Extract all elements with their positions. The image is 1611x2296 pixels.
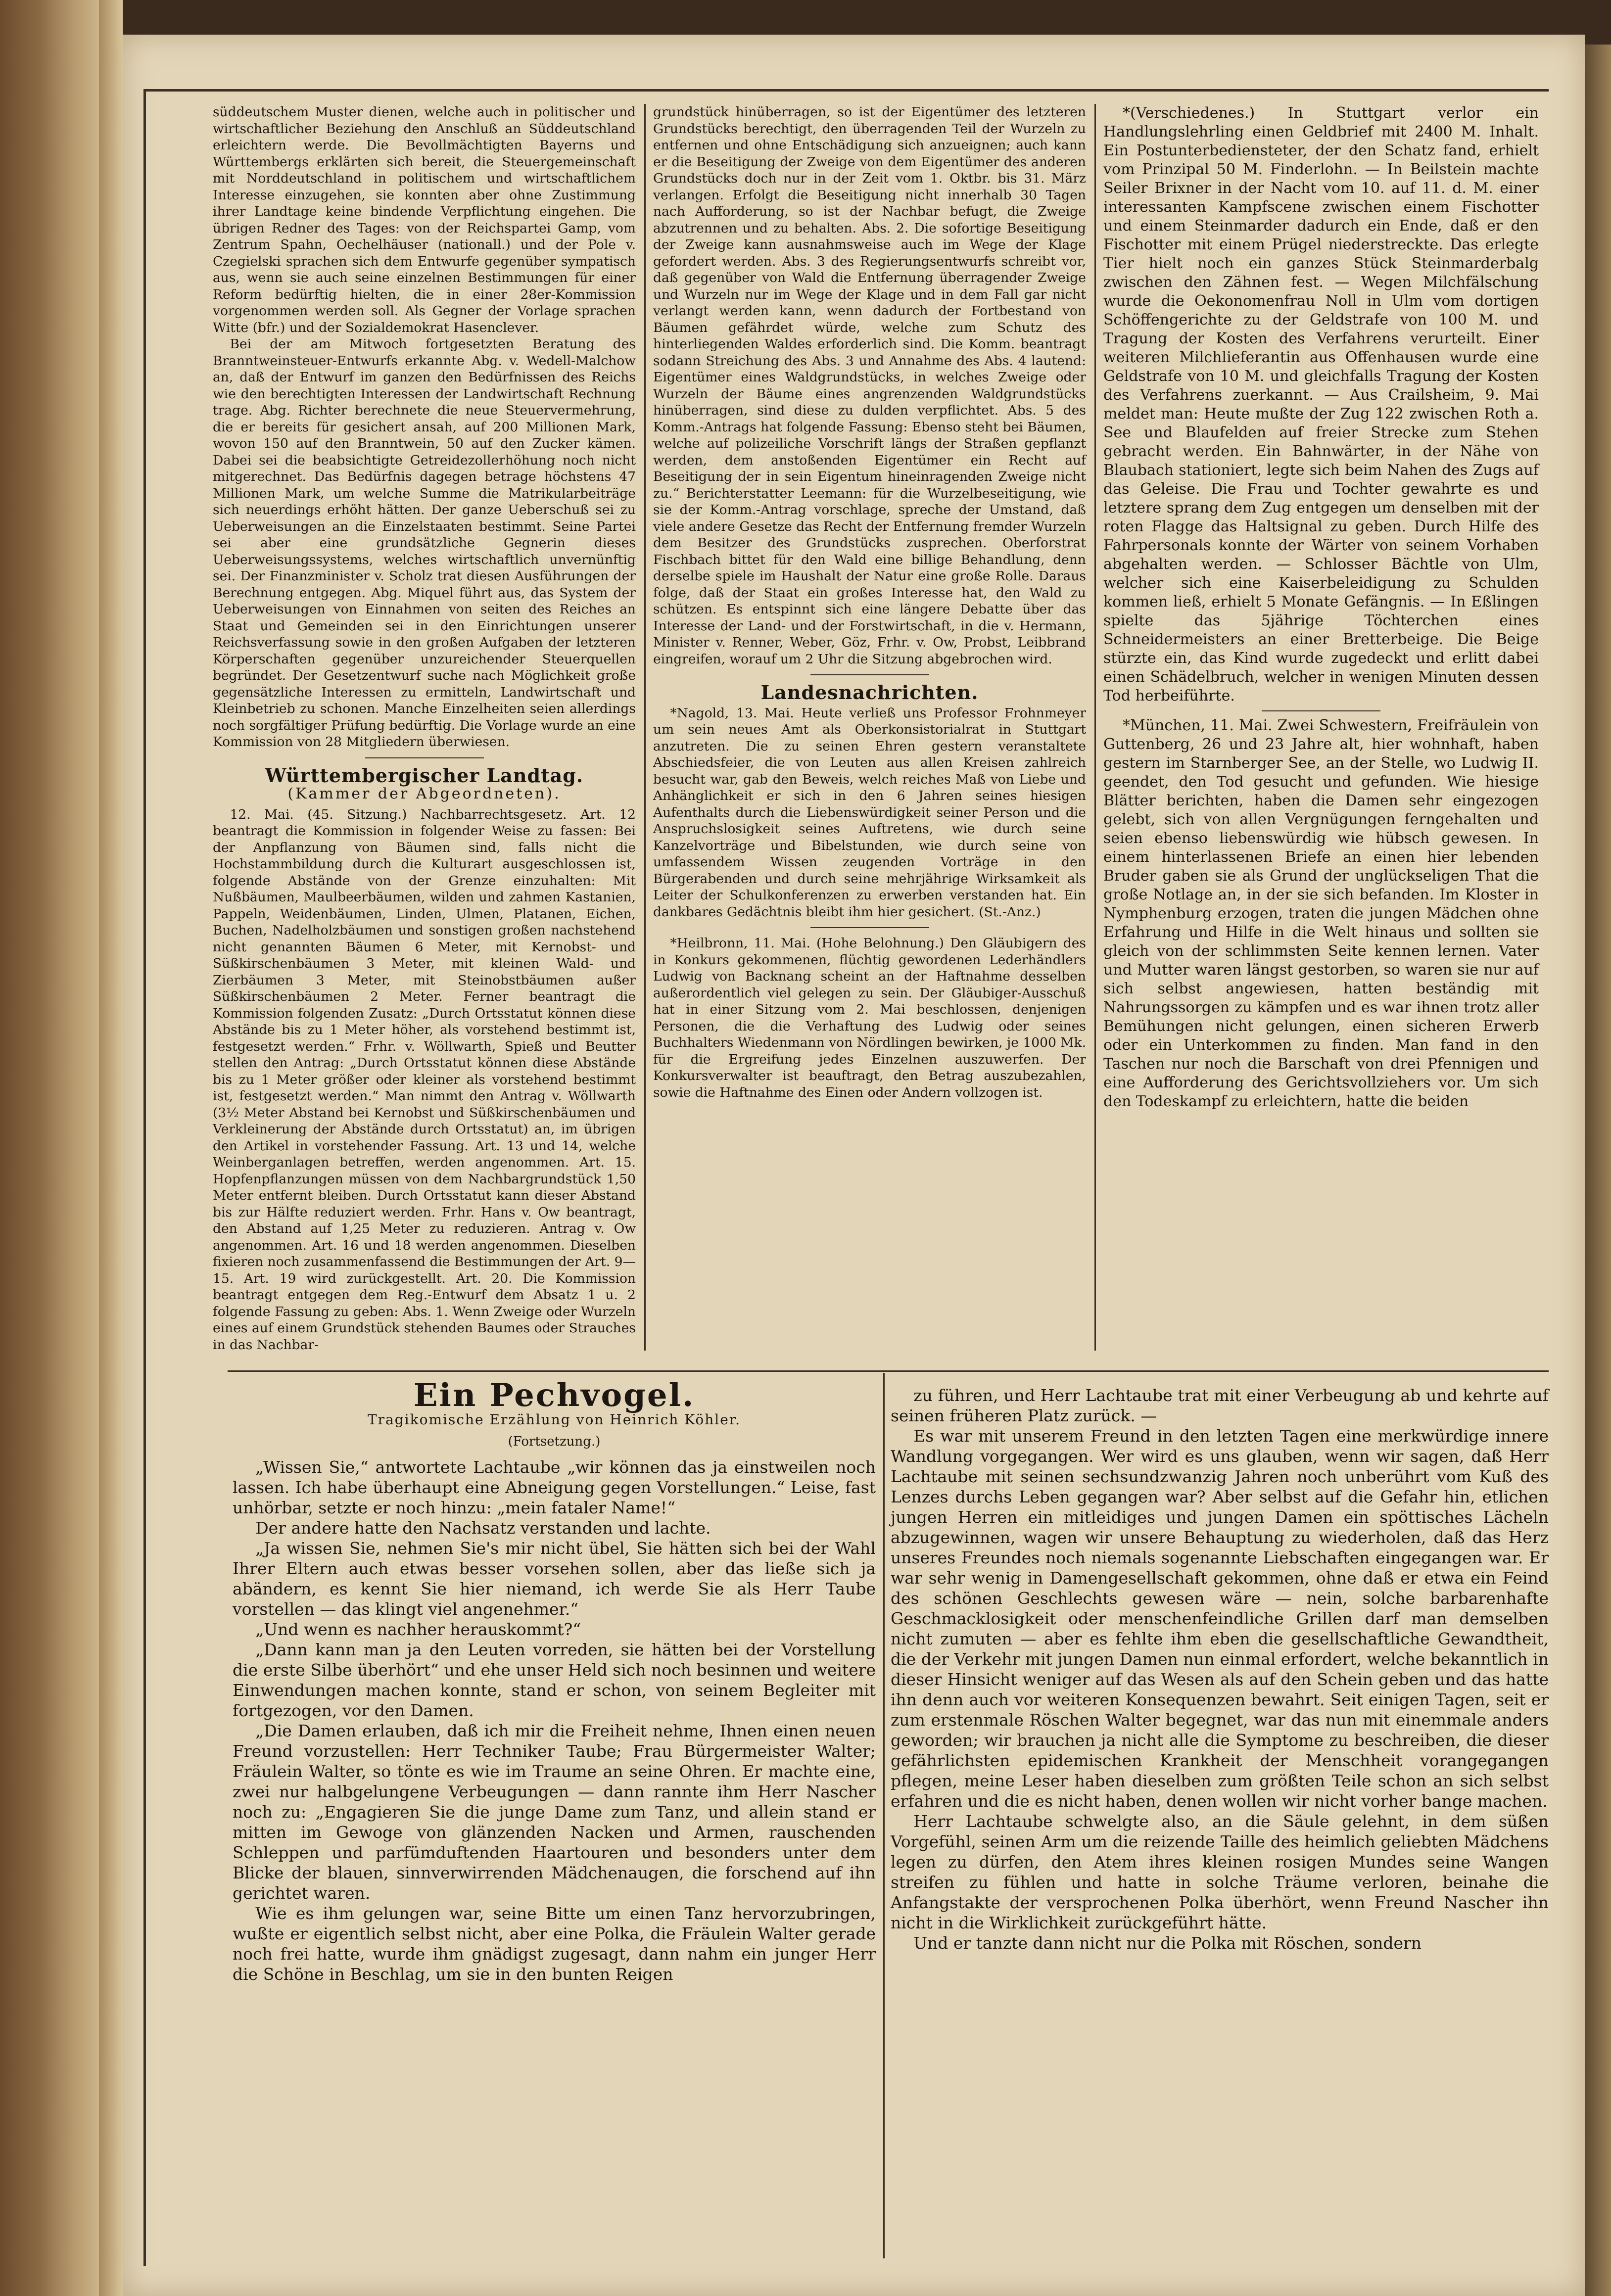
landtag-title: Württembergischer Landtag. (265, 764, 584, 787)
column-politics (213, 104, 636, 1353)
landesnachrichten-title: Landesnachrichten. (760, 681, 979, 703)
landtag-report: 12. Mai. (45. Sitzung.) Nachbarrechtsgesetz. Art. 12 beantragt die Kommission in folgender Weise zu fassen: Bei der Anpflanzung von Bäumen sind, falls nicht die Hochstammbildung durch die Kulturart ausgeschlossen ist, folgende Abstände von der Grenze einzuhalten: Mit Nußbäumen, Maulbeerbäumen, wilden und zahmen Kastanien, Pappeln, Weidenbäumen, Linden, Ulmen, Platanen, Eichen, Buchen, Nadelholzbäumen und sonstigen großen nachstehend nicht genannten Bäumen 6 Meter, mit Kernobst- und Süßkirschenbäumen 3 Meter, mit kleinen Wald- und Zierbäumen 3 Meter, mit Steinobstbäumen außer Süßkirschenbäumen 2 Meter. Ferner beantragt die Kommission folgenden Zusatz: „Durch Ortsstatut können diese Abstände bis zu 1 Meter höher, als vorstehend bestimmt ist, festgesetzt werden.“ Frhr. v. Wöllwarth, Spieß und Beutter stellen den Antrag: „Durch Ortsstatut können diese Abstände bis zu 1 Meter größer oder kleiner als vorstehend bestimmt ist, festgesetzt werden.“ Man nimmt den Antrag v. Wöllwarth (3½ Meter Abstand bei Kernobst und Süßkirschenbäumen und Verkleinerung der Abstände durch Ortsstatut) an, im übrigen den Artikel in vorstehender Fassung. Art. 13 und 14, welche Weinberganlagen betreffen, werden angenommen. Art. 15. Hopfenpflanzungen müssen von dem Nachbargrundstück 1,50 Meter entfernt bleiben. Durch Ortsstatut kann dieser Abstand bis zur Hälfte reduziert werden. Frhr. Hans v. Ow beantragt, den Abstand auf 1,25 Meter zu reduzieren. Antrag v. Ow angenommen. Art. 16 und 18 werden angenommen. Dieselben fixieren noch zusammenfassend die Bestimmungen der Art. 9—15. Art. 19 wird zurückgestellt. Art. 20. Die Kommission beantragt entgegen dem Reg.-Entwurf dem Absatz 1 u. 2 folgende Fassung zu geben: Abs. 1. Wenn Zweige oder Wurzeln eines auf einem Grundstück stehenden Baumes oder Strauches in das Nachbar- (213, 806, 636, 1353)
story-paragraph: „Und wenn es nachher herauskommt?“ (255, 1620, 581, 1639)
story-paragraph: Herr Lachtaube schwelgte also, an die Säule gelehnt, in dem süßen Vorgefühl, seinen Arm um die reizende Taille des heimlich geliebten Mädchens legen zu dürfen, den Atem ihres kleinen rosigen Mundes seine Wangen streifen zu fühlen und hatte in solche Träume verloren, beinahe die Anfangstakte der versprochenen Polka überhört, wenn Freund Nascher ihn nicht in die Wirklichkeit zurückgeführt hätte. (891, 1812, 1549, 1932)
book-binding (0, 0, 99, 2296)
column-miscellaneous (1103, 104, 1539, 1111)
news-heilbronn: *Heilbronn, 11. Mai. (Hohe Belohnung.) Den Gläubigern des in Konkurs gekommenen, flüchtig gewordenen Lederhändlers Ludwig von Backnang scheint an der Haftnahme desselben außerordentlich viel gelegen zu sein. Der Gläubiger-Ausschuß hat in einer Sitzung vom 2. Mai beschlossen, denjenigen Personen, die die Verhaftung des Ludwig oder seines Buchhalters Wiedenmann von Nördlingen bewirken, je 1000 Mk. für die Ergreifung jedes Einzelnen auszuwerfen. Der Konkursverwalter ist beauftragt, den Betrag auszubezahlen, sowie die Haftnahme des Einen oder Andern vollzogen ist. (653, 936, 1086, 1100)
story-continuation-note: (Fortsetzung.) (508, 1434, 601, 1449)
column-landtag-continued (653, 104, 1086, 1101)
story-paragraph: „Die Damen erlauben, daß ich mir die Freiheit nehme, Ihnen einen neuen Freund vorzustellen: Herr Techniker Taube; Frau Bürgermeister Walter; Fräulein Walter, so tönte es wie im Traume an seine Ohren. Er machte eine, zwei nur halbgelungene Verbeugungen — dann rannte ihm Herr Nascher noch zu: „Engagieren Sie die junge Dame zum Tanz, und allein stand er mitten im Gewoge von glänzenden Nacken und Armen, rauschenden Schleppen und parfümduftenden Haartouren und besonders unter dem Blicke der blauen, sinnverwirrenden Mädchenaugen, die forschend auf ihn gerichtet waren. (233, 1721, 876, 1903)
page-frame-left (143, 89, 146, 2266)
next-page-edge (1583, 45, 1611, 2296)
landtag-subtitle: (Kammer der Abgeordneten). (287, 785, 561, 802)
news-verschiedenes: *(Verschiedenes.) In Stuttgart verlor ein Handlungslehrling einen Geldbrief mit 2400 M. Inhalt. Ein Postunterbediensteter, der den Schatz fand, erhielt vom Prinzipal 50 M. Finderlohn. — In Beilstein machte Seiler Brixner in der Nacht vom 10. auf 11. d. M. einer interessanten Kampfscene zwischen einem Fischotter und einem Steinmarder dadurch ein Ende, daß er den Fischotter mit einem Prügel niederstreckte. Das erlegte Tier hielt noch ein ganzes Stück Steinmarderbalg zwischen den Zähnen fest. — Wegen Milchfälschung wurde die Oekonomenfrau Noll in Ulm vom dortigen Schöffengerichte zu der Geldstrafe von 100 M. und Tragung der Kosten des Verfahrens verurteilt. Einer weiteren Milchlieferantin aus Offenhausen wurde eine Geldstrafe von 10 M. und gleichfalls Tragung der Kosten des Verfahrens zuerkannt. — Aus Crailsheim, 9. Mai meldet man: Heute mußte der Zug 122 zwischen Roth a. See und Blaufelden auf freier Strecke zum Stehen gebracht werden. Ein Bahnwärter, in der Nähe von Blaubach stationiert, legte sich beim Nahen des Zugs auf das Geleise. Die Frau und Tochter gewahrte es und letztere sprang dem Zug entgegen um denselben mit der roten Flagge das Haltsignal zu geben. Durch Hilfe des Fahrpersonals konnte der Wärter von seinem Vorhaben abgehalten werden. — Schlosser Bächtle von Ulm, welcher sich eine Kaiserbeleidigung zu Schulden kommen ließ, erhielt 5 Monate Gefängnis. — In Eßlingen spielte das 5jährige Töchterchen eines Schneidermeisters an einer Bretterbeige. Die Beige stürzte ein, das Kind wurde zugedeckt und erlitt dabei einen Schädelbruch, welcher in wenigen Minuten dessen Tod herbeiführte. (1103, 104, 1539, 704)
column-divider (1094, 104, 1096, 1351)
news-muenchen: *München, 11. Mai. Zwei Schwestern, Freifräulein von Guttenberg, 26 und 23 Jahre alt, hier wohnhaft, haben gestern im Starnberger See, an der Stelle, wo Ludwig II. geendet, den Tod gesucht und gefunden. Wie hiesige Blätter berichten, haben die Damen sehr eingezogen gelebt, sich von allen Vergnügungen ferngehalten und seien ebenso liebenswürdig wie hübsch gewesen. In einem hinterlassenen Briefe an einen hier lebenden Bruder gaben sie als Grund der unglückseligen That die große Notlage an, in der sie sich befanden. Im Kloster in Nymphenburg erzogen, traten die jungen Mädchen ohne Erfahrung und Hilfe in die Welt hinaus und sollten sie gleich von der schlimmsten Seite kennen lernen. Vater und Mutter waren längst gestorben, so waren sie nur auf sich selbst angewiesen, hatten beständig mit Nahrungssorgen zu kämpfen und es war ihnen trotz aller Bemühungen nicht gelungen, einen sicheren Erwerb oder ein Unterkommen zu finden. Man fand in den Taschen nur noch die Barschaft von drei Pfennigen und eine Aufforderung des Gerichtsvollziehers vor. Um sich den Todeskampf zu erleichtern, hatte die beiden (1103, 717, 1539, 1110)
news-nagold: *Nagold, 13. Mai. Heute verließ uns Professor Frohnmeyer um sein neues Amt als Oberkonsistorialrat in Stuttgart anzutreten. Die zu seinen Ehren gestern veranstaltete Abschiedsfeier, die von Leuten aus allen Kreisen zahlreich besucht war, gab den Beweis, welch reiches Maß von Liebe und Anhänglichkeit er sich in den 6 Jahren seines hiesigen Aufenthalts durch die Liebenswürdigkeit seiner Person und die Anspruchslosigkeit seines Auftretens, wie durch seine Kanzelvorträge und Bibelstunden, wie durch seine von umfassendem Wissen zeugenden Vorträge in den Bürgerabenden und durch seine mehrjährige Wirksamkeit als Leiter der Schulkonferenzen zu erwerben verstanden hat. Ein dankbares Gedächtnis bleibt ihm hier gesichert. (St.-Anz.) (653, 705, 1086, 920)
story-title: Ein Pechvogel. (413, 1377, 695, 1414)
story-paragraph: „Dann kann man ja den Leuten vorreden, sie hätten bei der Vorstellung die erste Silbe überhört“ und ehe unser Held sich noch besinnen und weitere Einwendungen machen konnte, stand er schon, von seinem Begleiter mit fortgezogen, vor den Damen. (233, 1640, 876, 1720)
feuilleton-divider (228, 1370, 1549, 1372)
divider (810, 674, 929, 675)
column-divider (883, 1373, 885, 2258)
landesnachrichten-header (653, 681, 1086, 703)
story-paragraph: „Wissen Sie,“ antwortete Lachtaube „wir können das ja einstweilen noch lassen. Ich habe überhaupt eine Abneigung gegen Vorstellungen.“ Leise, fast unhörbar, setzte er noch hinzu: „mein fataler Name!“ (233, 1457, 876, 1517)
landtag-header (213, 764, 636, 802)
story-left-column (233, 1377, 876, 1984)
story-paragraph: Es war mit unserem Freund in den letzten Tagen eine merkwürdige innere Wandlung vorgegangen. Wer wird es uns glauben, wenn wir sagen, daß Herr Lachtaube mit seinen sechsundzwanzig Jahren noch unberührt vom Kuß des Lenzes durchs Leben gegangen war? Aber selbst auf die Gefahr hin, etlichen jungen Herren ein mitleidiges und jungen Damen ein spöttisches Lächeln abzugewinnen, wagen wir unsere Behauptung zu wiederholen, daß das Herz unseres Freundes noch niemals sogenannte Liebschaften eingegangen war. Er war sehr wenig in Damengesellschaft gekommen, ohne daß er etwa ein Feind des schönen Geschlechts gewesen wäre — nein, solche barbarenhafte Geschmacklosigkeit oder menschenfeindliche Grillen darf man demselben nicht zumuten — aber es fehlte ihm eben die gesellschaftliche Gewandtheit, die der Verkehr mit jungen Damen nun einmal erfordert, welche bekanntlich in dieser Hinsicht weniger auf das Wesen als auf den Schein geben und das hatte ihn denn auch vor weiteren Konsequenzen bewahrt. Seit einigen Tagen, seit er zum erstenmale Röschen Walter begegnet, war das nun mit einemmale anders geworden; wir brauchen ja nicht alle die Symptome zu beschreiben, die dieser gefährlichsten epidemischen Krankheit der Menschheit vorangegangen pflegen, meine Leser haben dieselben zum größten Teile schon an sich selbst erfahren und die es nicht haben, denen wollen wir nicht vorher bange machen. (891, 1426, 1549, 1811)
divider (365, 757, 484, 758)
story-paragraph: Wie es ihm gelungen war, seine Bitte um einen Tanz hervorzubringen, wußte er eigentlich selbst nicht, aber eine Polka, die Fräulein Walter gerade noch frei hatte, wurde ihm gnädigst zugesagt, dann nahm ein junger Herr die Schöne in Beschlag, um sie in den bunten Reigen (233, 1904, 876, 1984)
story-paragraph: zu führen, und Herr Lachtaube trat mit einer Verbeugung ab und kehrte auf seinen früheren Platz zurück. — (891, 1386, 1549, 1425)
column-divider (644, 104, 646, 1351)
page-frame-top (143, 89, 1549, 92)
story-subtitle: Tragikomische Erzählung von Heinrich Köhler. (368, 1411, 741, 1428)
article-paragraph: Bei der am Mitwoch fortgesetzten Beratung des Branntweinsteuer-Entwurfs erkannte Abg. v. Wedell-Malchow an, daß der Entwurf im ganzen den Bedürfnissen des Reichs wie den berechtigten Interessen der Landwirtschaft Rechnung trage. Abg. Richter berechnete die neue Steuervermehrung, die er bereits für gesichert ansah, auf 200 Millionen Mark, wovon 150 auf den Branntwein, 50 auf den Zucker kämen. Dabei sei die beabsichtigte Getreidezollerhöhung noch nicht mitgerechnet. Das Bedürfnis dagegen betrage höchstens 47 Millionen Mark, um welche Summe die Matrikularbeiträge sich neuerdings erhöht hätten. Der ganze Ueberschuß sei zu Ueberweisungen an die Einzelstaaten bestimmt. Seine Partei sei aber eine grundsätzliche Gegnerin dieses Ueberweisungssystems, welches wirtschaftlich unvernünftig sei. Der Finanzminister v. Scholz trat diesen Ausführungen der Berechnung entgegen. Abg. Miquel führt aus, das System der Ueberweisungen von Einnahmen von seiten des Reiches an Staat und Gemeinden sei in den Einrichtungen unserer Reichsverfassung sowie in den großen Aufgaben der letzteren Körperschaften gegenüber unzureichender Steuerquellen begründet. Der Gesetzentwurf suche nach Möglichkeit große gegensätzliche Interessen zu ermitteln, Landwirtschaft und Kleinbetrieb zu schonen. Manche Einzelheiten seien allerdings noch sorgfältiger Prüfung bedürftig. Die Vorlage wurde an eine Kommission von 28 Mitgliedern überwiesen. (213, 336, 636, 750)
story-paragraph: Der andere hatte den Nachsatz verstanden und lachte. (255, 1518, 711, 1538)
article-paragraph: süddeutschem Muster dienen, welche auch in politischer und wirtschaftlicher Beziehung den Anschluß an Süddeutschland erleichtern werde. Die Bevollmächtigten Bayerns und Württembergs erklärten sich bereit, die Steuergemeinschaft mit Norddeutschland in politischem und wirtschaftlichem Interesse einzugehen, sie konnten aber ohne Zustimmung ihrer Landtage keine bindende Verpflichtung eingehen. Die übrigen Redner des Tages: von der Reichspartei Gamp, vom Zentrum Spahn, Oechelhäuser (nationall.) und der Pole v. Czegielski sprachen sich dem Entwurfe gegenüber sympatisch aus, wenn sie auch seine einzelnen Bestimmungen für einer Reform bedürftig hielten, die in einer 28er-Kommission vorgenommen werden soll. Als Gegner der Vorlage sprachen Witte (bfr.) und der Sozialdemokrat Hasenclever. (213, 104, 636, 335)
story-right-column (891, 1385, 1549, 1953)
divider (810, 927, 929, 928)
article-paragraph: grundstück hinüberragen, so ist der Eigentümer des letzteren Grundstücks berechtigt, den überragenden Teil der Wurzeln zu entfernen und ohne Entschädigung sich anzueignen; auch kann er die Beseitigung der Zweige von dem Eigentümer des anderen Grundstücks doch nur in der Zeit vom 1. Oktbr. bis 31. März verlangen. Erfolgt die Beseitigung nicht innerhalb 30 Tagen nach Aufforderung, so ist der Nachbar befugt, die Zweige abzutrennen und zu behalten. Abs. 2. Die sofortige Beseitigung der Zweige kann ausnahmsweise auch im Wege der Klage gefordert werden. Abs. 3 des Regierungsentwurfs schreibt vor, daß gegenüber von Wald die Entfernung überragender Zweige und Wurzeln nur im Wege der Klage und in dem Fall gar nicht verlangt werden kann, wenn dadurch der Fortbestand von Bäumen gefährdet würde, welche zum Schutz des hinterliegenden Waldes erforderlich sind. Die Komm. beantragt sodann Streichung des Abs. 3 und Annahme des Abs. 4 lautend: Eigentümer eines Waldgrundstücks, in welches Zweige oder Wurzeln der Bäume eines angrenzenden Waldgrundstücks hinüberragen, sind diese zu dulden verpflichtet. Abs. 5 des Komm.-Antrags hat folgende Fassung: Ebenso steht bei Bäumen, welche auf polizeiliche Vorschrift längs der Straßen gepflanzt werden, dem anstoßenden Eigentümer ein Recht auf Beseitigung der in sein Eigentum hineinragenden Zweige nicht zu.“ Berichterstatter Leemann: für die Wurzelbeseitigung, wie sie der Komm.-Antrag vorschlage, spreche der Umstand, daß viele andere Gesetze das Recht der Entfernung fremder Wurzeln dem Besitzer des Grundstücks zusprechen. Oberforstrat Fischbach bittet für den Wald eine billige Behandlung, denn derselbe spiele im Haushalt der Natur eine große Rolle. Daraus folge, daß der Staat ein großes Interesse hat, den Wald zu schützen. Es entspinnt sich eine längere Debatte über das Interesse der Land- und der Forstwirtschaft, in die v. Hermann, Minister v. Renner, Weber, Göz, Frhr. v. Ow, Probst, Leibbrand eingreifen, worauf um 2 Uhr die Sitzung abgebrochen wird. (653, 104, 1086, 667)
story-paragraph: „Ja wissen Sie, nehmen Sie's mir nicht übel, Sie hätten sich bei der Wahl Ihrer Eltern auch etwas besser vorsehen sollen, aber das ließe sich ja abändern, es kennt Sie hier niemand, ich werde Sie als Herr Taube vorstellen — das klingt viel angenehmer.“ (233, 1539, 876, 1619)
story-paragraph: Und er tanzte dann nicht nur die Polka mit Röschen, sondern (913, 1933, 1422, 1953)
divider (1262, 710, 1380, 711)
page-edge (99, 0, 123, 2296)
